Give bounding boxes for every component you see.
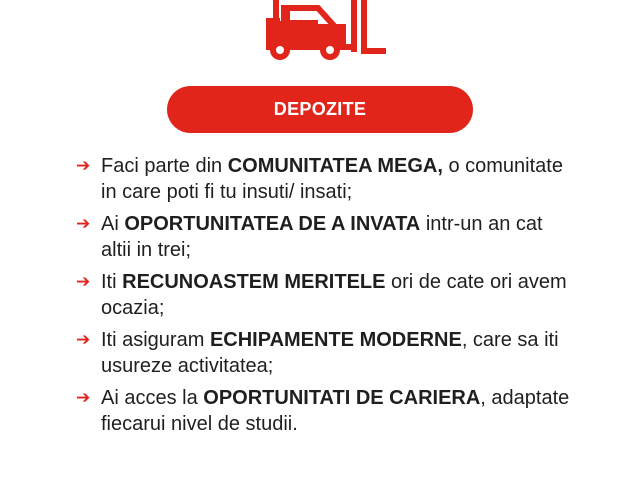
arrow-right-icon: ➔ (76, 388, 91, 407)
section-title: DEPOZITE (273, 99, 367, 119)
list-item: ➔ Ai OPORTUNITATEA DE A INVATA intr-un an cat altii in trei; (76, 213, 543, 261)
highlight-text: ECHIPAMENTE MODERNE (209, 329, 462, 351)
highlight-text: OPORTUNITATEA DE A INVATA (124, 213, 421, 235)
list-item: ➔ Iti asiguram ECHIPAMENTE MODERNE, care sa iti usureze activitatea; (76, 329, 559, 377)
list-item: ➔ Faci parte din COMUNITATEA MEGA, o comunitate in care poti fi tu insuti/ insati; (76, 155, 563, 203)
list-item: ➔ Iti RECUNOASTEM MERITELE ori de cate ori avem ocazia; (76, 271, 567, 319)
section-title-badge (167, 86, 473, 133)
arrow-right-icon: ➔ (76, 214, 91, 233)
forklift-icon (258, 0, 388, 62)
highlight-text: COMUNITATEA MEGA, (227, 155, 443, 177)
arrow-right-icon: ➔ (76, 330, 91, 349)
list-item: ➔ Ai acces la OPORTUNITATI DE CARIERA, adaptate fiecarui nivel de studii. (76, 387, 570, 435)
highlight-text: RECUNOASTEM MERITELE (122, 271, 386, 293)
highlight-text: OPORTUNITATI DE CARIERA (203, 387, 481, 409)
benefits-list (76, 153, 576, 443)
arrow-right-icon: ➔ (76, 156, 91, 175)
arrow-right-icon: ➔ (76, 272, 91, 291)
